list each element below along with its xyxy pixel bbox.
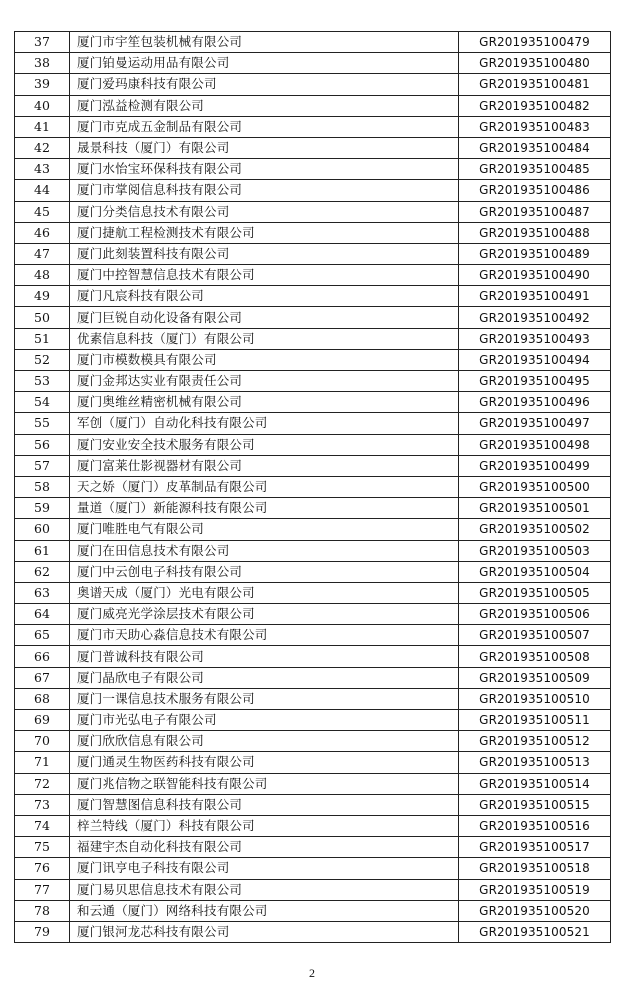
certificate-number-cell: GR201935100485 (459, 159, 611, 180)
table-row (15, 815, 611, 836)
company-name-cell: 厦门市模数模具有限公司 (70, 349, 459, 370)
company-name-cell: 优素信息科技（厦门）有限公司 (70, 328, 459, 349)
row-number-cell: 62 (15, 561, 70, 582)
row-number-cell: 47 (15, 243, 70, 264)
company-name-cell: 奥谱天成（厦门）光电有限公司 (70, 582, 459, 603)
certificate-number-cell: GR201935100511 (459, 710, 611, 731)
table-row (15, 604, 611, 625)
certificate-number-cell: GR201935100492 (459, 307, 611, 328)
table-row (15, 773, 611, 794)
company-name-cell: 厦门智慧图信息科技有限公司 (70, 794, 459, 815)
certificate-number-cell: GR201935100489 (459, 243, 611, 264)
company-name-cell: 厦门金邦达实业有限责任公司 (70, 371, 459, 392)
row-number-cell: 60 (15, 519, 70, 540)
company-name-cell: 厦门水怡宝环保科技有限公司 (70, 159, 459, 180)
certificate-number-cell: GR201935100488 (459, 222, 611, 243)
table-row (15, 625, 611, 646)
table-row (15, 349, 611, 370)
table-row (15, 95, 611, 116)
certificate-number-cell: GR201935100515 (459, 794, 611, 815)
certificate-number-cell: GR201935100484 (459, 137, 611, 158)
row-number-cell: 63 (15, 582, 70, 603)
table-row (15, 646, 611, 667)
row-number-cell: 37 (15, 32, 70, 53)
certificate-number-cell: GR201935100495 (459, 371, 611, 392)
table-row (15, 921, 611, 942)
company-name-cell: 厦门市掌阅信息科技有限公司 (70, 180, 459, 201)
table-row (15, 540, 611, 561)
company-name-cell: 厦门爱玛康科技有限公司 (70, 74, 459, 95)
company-name-cell: 厦门市天助心淼信息技术有限公司 (70, 625, 459, 646)
table-row (15, 74, 611, 95)
certificate-number-cell: GR201935100482 (459, 95, 611, 116)
company-name-cell: 厦门富莱仕影视器材有限公司 (70, 455, 459, 476)
table-row (15, 32, 611, 53)
certificate-number-cell: GR201935100521 (459, 921, 611, 942)
table-row (15, 137, 611, 158)
row-number-cell: 64 (15, 604, 70, 625)
row-number-cell: 51 (15, 328, 70, 349)
certificate-number-cell: GR201935100487 (459, 201, 611, 222)
page-number: 2 (309, 966, 315, 980)
table-row (15, 201, 611, 222)
row-number-cell: 76 (15, 858, 70, 879)
company-name-cell: 厦门晶欣电子有限公司 (70, 667, 459, 688)
certificate-number-cell: GR201935100483 (459, 116, 611, 137)
table-row (15, 837, 611, 858)
company-name-cell: 厦门讯亨电子科技有限公司 (70, 858, 459, 879)
certificate-number-cell: GR201935100512 (459, 731, 611, 752)
row-number-cell: 59 (15, 498, 70, 519)
row-number-cell: 71 (15, 752, 70, 773)
company-name-cell: 厦门市克成五金制品有限公司 (70, 116, 459, 137)
company-name-cell: 天之娇（厦门）皮革制品有限公司 (70, 476, 459, 497)
row-number-cell: 41 (15, 116, 70, 137)
row-number-cell: 42 (15, 137, 70, 158)
table-row (15, 180, 611, 201)
row-number-cell: 58 (15, 476, 70, 497)
row-number-cell: 57 (15, 455, 70, 476)
row-number-cell: 53 (15, 371, 70, 392)
row-number-cell: 45 (15, 201, 70, 222)
table-row (15, 413, 611, 434)
certificate-number-cell: GR201935100497 (459, 413, 611, 434)
certificate-number-cell: GR201935100503 (459, 540, 611, 561)
table-row (15, 222, 611, 243)
row-number-cell: 74 (15, 815, 70, 836)
company-name-cell: 厦门银河龙芯科技有限公司 (70, 921, 459, 942)
row-number-cell: 79 (15, 921, 70, 942)
row-number-cell: 52 (15, 349, 70, 370)
certificate-number-cell: GR201935100506 (459, 604, 611, 625)
company-name-cell: 厦门此刻装置科技有限公司 (70, 243, 459, 264)
certificate-number-cell: GR201935100481 (459, 74, 611, 95)
certificate-number-cell: GR201935100518 (459, 858, 611, 879)
row-number-cell: 69 (15, 710, 70, 731)
company-name-cell: 厦门唯胜电气有限公司 (70, 519, 459, 540)
row-number-cell: 44 (15, 180, 70, 201)
company-name-cell: 和云通（厦门）网络科技有限公司 (70, 900, 459, 921)
row-number-cell: 38 (15, 53, 70, 74)
row-number-cell: 72 (15, 773, 70, 794)
company-name-cell: 厦门泓益检测有限公司 (70, 95, 459, 116)
certificate-number-cell: GR201935100496 (459, 392, 611, 413)
certificate-number-cell: GR201935100510 (459, 688, 611, 709)
table-row (15, 561, 611, 582)
table-row (15, 265, 611, 286)
table-row (15, 476, 611, 497)
table-body (15, 32, 611, 943)
row-number-cell: 46 (15, 222, 70, 243)
company-name-cell: 厦门兆信物之联智能科技有限公司 (70, 773, 459, 794)
table-row (15, 519, 611, 540)
company-name-cell: 厦门巨锐自动化设备有限公司 (70, 307, 459, 328)
company-name-cell: 军创（厦门）自动化科技有限公司 (70, 413, 459, 434)
company-name-cell: 厦门普诚科技有限公司 (70, 646, 459, 667)
row-number-cell: 49 (15, 286, 70, 307)
company-name-cell: 厦门市宇笙包装机械有限公司 (70, 32, 459, 53)
company-name-cell: 晟景科技（厦门）有限公司 (70, 137, 459, 158)
row-number-cell: 68 (15, 688, 70, 709)
company-name-cell: 厦门中云创电子科技有限公司 (70, 561, 459, 582)
certificate-number-cell: GR201935100500 (459, 476, 611, 497)
table-row (15, 307, 611, 328)
certificate-number-cell: GR201935100507 (459, 625, 611, 646)
company-name-cell: 量道（厦门）新能源科技有限公司 (70, 498, 459, 519)
company-name-cell: 厦门捷航工程检测技术有限公司 (70, 222, 459, 243)
row-number-cell: 67 (15, 667, 70, 688)
table-row (15, 159, 611, 180)
row-number-cell: 43 (15, 159, 70, 180)
row-number-cell: 48 (15, 265, 70, 286)
company-name-cell: 厦门通灵生物医药科技有限公司 (70, 752, 459, 773)
certificate-number-cell: GR201935100480 (459, 53, 611, 74)
certificate-number-cell: GR201935100505 (459, 582, 611, 603)
certificate-number-cell: GR201935100517 (459, 837, 611, 858)
company-name-cell: 福建宇杰自动化科技有限公司 (70, 837, 459, 858)
table-row (15, 879, 611, 900)
row-number-cell: 40 (15, 95, 70, 116)
company-name-cell: 厦门奥维丝精密机械有限公司 (70, 392, 459, 413)
row-number-cell: 77 (15, 879, 70, 900)
table-row (15, 900, 611, 921)
row-number-cell: 70 (15, 731, 70, 752)
row-number-cell: 61 (15, 540, 70, 561)
table-row (15, 53, 611, 74)
table-row (15, 243, 611, 264)
certificate-number-cell: GR201935100493 (459, 328, 611, 349)
table-row (15, 371, 611, 392)
certificate-number-cell: GR201935100479 (459, 32, 611, 53)
certificate-number-cell: GR201935100519 (459, 879, 611, 900)
row-number-cell: 78 (15, 900, 70, 921)
row-number-cell: 50 (15, 307, 70, 328)
certificate-number-cell: GR201935100498 (459, 434, 611, 455)
row-number-cell: 73 (15, 794, 70, 815)
table-row (15, 667, 611, 688)
certificate-number-cell: GR201935100514 (459, 773, 611, 794)
certificate-number-cell: GR201935100494 (459, 349, 611, 370)
company-name-cell: 厦门欣欣信息有限公司 (70, 731, 459, 752)
table-row (15, 328, 611, 349)
row-number-cell: 55 (15, 413, 70, 434)
table-row (15, 710, 611, 731)
company-name-cell: 梓兰特线（厦门）科技有限公司 (70, 815, 459, 836)
company-name-cell: 厦门中控智慧信息技术有限公司 (70, 265, 459, 286)
table-row (15, 794, 611, 815)
row-number-cell: 65 (15, 625, 70, 646)
company-name-cell: 厦门铂曼运动用品有限公司 (70, 53, 459, 74)
row-number-cell: 39 (15, 74, 70, 95)
table-row (15, 858, 611, 879)
company-name-cell: 厦门分类信息技术有限公司 (70, 201, 459, 222)
table-row (15, 116, 611, 137)
row-number-cell: 54 (15, 392, 70, 413)
certificate-number-cell: GR201935100491 (459, 286, 611, 307)
certificate-number-cell: GR201935100504 (459, 561, 611, 582)
certificate-number-cell: GR201935100502 (459, 519, 611, 540)
company-name-cell: 厦门威亮光学涂层技术有限公司 (70, 604, 459, 625)
table-row (15, 392, 611, 413)
row-number-cell: 56 (15, 434, 70, 455)
table-row (15, 455, 611, 476)
company-name-cell: 厦门在田信息技术有限公司 (70, 540, 459, 561)
company-name-cell: 厦门易贝思信息技术有限公司 (70, 879, 459, 900)
row-number-cell: 75 (15, 837, 70, 858)
table-row (15, 731, 611, 752)
company-certificate-table (14, 31, 611, 943)
table-row (15, 582, 611, 603)
certificate-number-cell: GR201935100486 (459, 180, 611, 201)
table-row (15, 688, 611, 709)
certificate-number-cell: GR201935100501 (459, 498, 611, 519)
certificate-number-cell: GR201935100508 (459, 646, 611, 667)
certificate-number-cell: GR201935100490 (459, 265, 611, 286)
row-number-cell: 66 (15, 646, 70, 667)
table-row (15, 752, 611, 773)
certificate-number-cell: GR201935100520 (459, 900, 611, 921)
certificate-number-cell: GR201935100509 (459, 667, 611, 688)
certificate-number-cell: GR201935100516 (459, 815, 611, 836)
company-name-cell: 厦门市光弘电子有限公司 (70, 710, 459, 731)
company-name-cell: 厦门安业安全技术服务有限公司 (70, 434, 459, 455)
company-name-cell: 厦门一课信息技术服务有限公司 (70, 688, 459, 709)
table-row (15, 286, 611, 307)
table-row (15, 434, 611, 455)
certificate-number-cell: GR201935100513 (459, 752, 611, 773)
company-name-cell: 厦门凡宸科技有限公司 (70, 286, 459, 307)
certificate-number-cell: GR201935100499 (459, 455, 611, 476)
table-row (15, 498, 611, 519)
